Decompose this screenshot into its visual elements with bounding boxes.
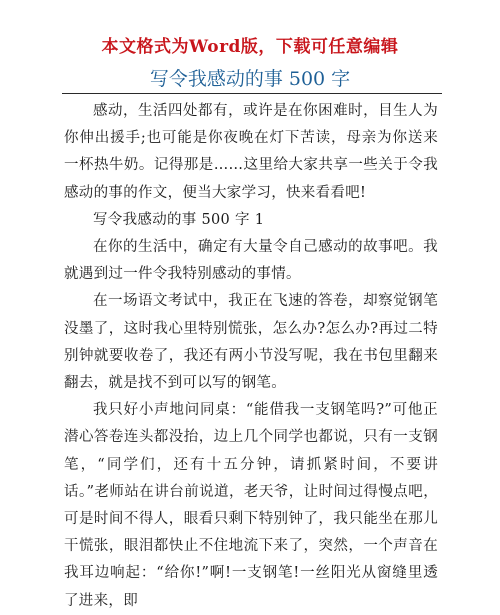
document-body — [64, 98, 438, 615]
intro-paragraph: 感动，生活四处都有，或许是在你困难时，目生人为你伸出援手;也可能是你夜晚在灯下苦读，母亲为你送来一杯热牛奶。记得那是……这里给大家共享一些关于令我感动的事的作文，便当大家学习，快来看看吧! — [64, 103, 438, 201]
body-paragraph: 在你的生活中，确定有大量令自己感动的故事吧。我就遇到过一件令我特别感动的事情。 — [64, 239, 438, 283]
title-divider — [62, 93, 442, 94]
format-banner: 本文格式为Word版，下载可任意编辑 — [101, 37, 399, 57]
document-title: 写令我感动的事 500 字 — [149, 68, 351, 90]
body-paragraph: 我只好小声地问同桌：“能借我一支钢笔吗?”可他正潜心答卷连头都没抬，边上几个同学也都说，只有一支钢笔，“同学们，还有十五分钟，请抓紧时间，不要讲话。”老师站在讲台前说道，老天爷，让时间过得慢点吧，可是时间不得人，眼看只剩下特别钟了，我只能坐在那儿干慌张，眼泪都快止不住地流下来了，突然，一个声音在我耳边响起：“给你!”啊!一支钢笔!一丝阳光从窗缝里透了进来，即 — [64, 402, 438, 609]
essay-heading: 写令我感动的事 500 字 1 — [93, 211, 265, 228]
body-paragraph: 在一场语文考试中，我正在飞速的答卷，却察觉钢笔没墨了，这时我心里特别慌张，怎么办?怎么办?再过二特别钟就要收卷了，我还有两小节没写呢，我在书包里翻来翻去，就是找不到可以写的钢笔。 — [64, 293, 438, 392]
